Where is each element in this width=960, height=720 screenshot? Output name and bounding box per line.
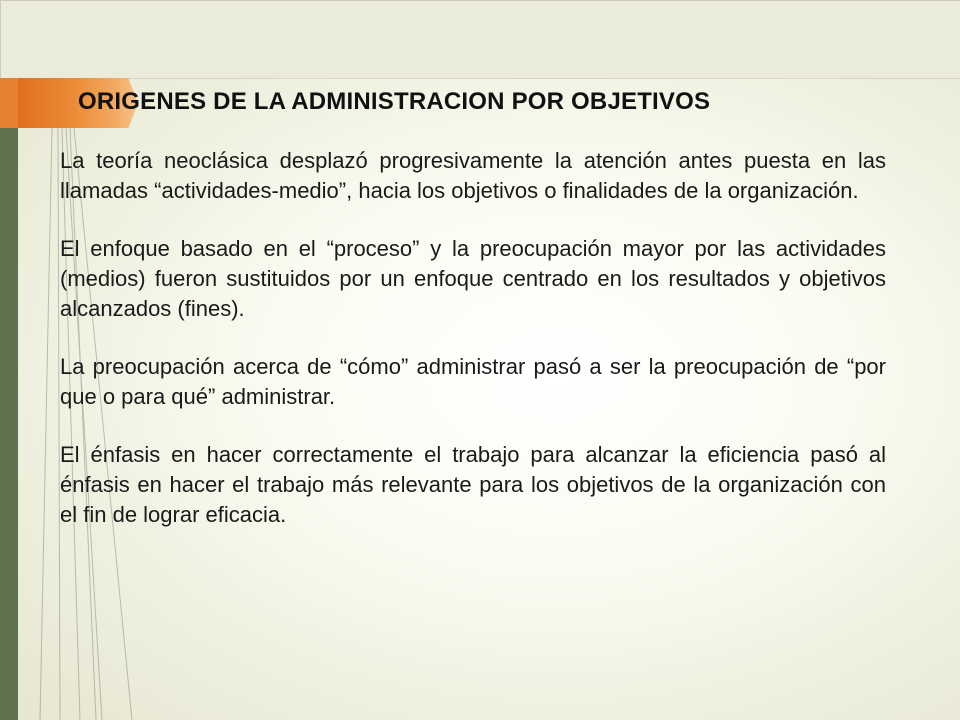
header-band-edge [0,0,960,78]
paragraph-3: La preocupación acerca de “cómo” administrar pasó a ser la preocupación de “por que o para qué” administrar. [60,354,886,409]
paragraph-2: El enfoque basado en el “proceso” y la preocupación mayor por las actividades (medios) fueron sustituidos por un enfoque centrado en los resultados y objetivos alcanzados (fines). [60,236,886,321]
slide-body [60,146,886,558]
left-accent-rail [0,128,18,720]
left-accent-tab [0,78,18,128]
paragraph-1: La teoría neoclásica desplazó progresivamente la atención antes puesta en las llamadas “actividades-medio”, hacia los objetivos o finalidades de la organización. [60,148,886,203]
slide-title: ORIGENES DE LA ADMINISTRACION POR OBJETIVOS [78,88,711,115]
paragraph-4: El énfasis en hacer correctamente el trabajo para alcanzar la eficiencia pasó al énfasis en hacer el trabajo más relevante para los objetivos de la organización con el fin de lograr eficacia. [60,442,886,527]
